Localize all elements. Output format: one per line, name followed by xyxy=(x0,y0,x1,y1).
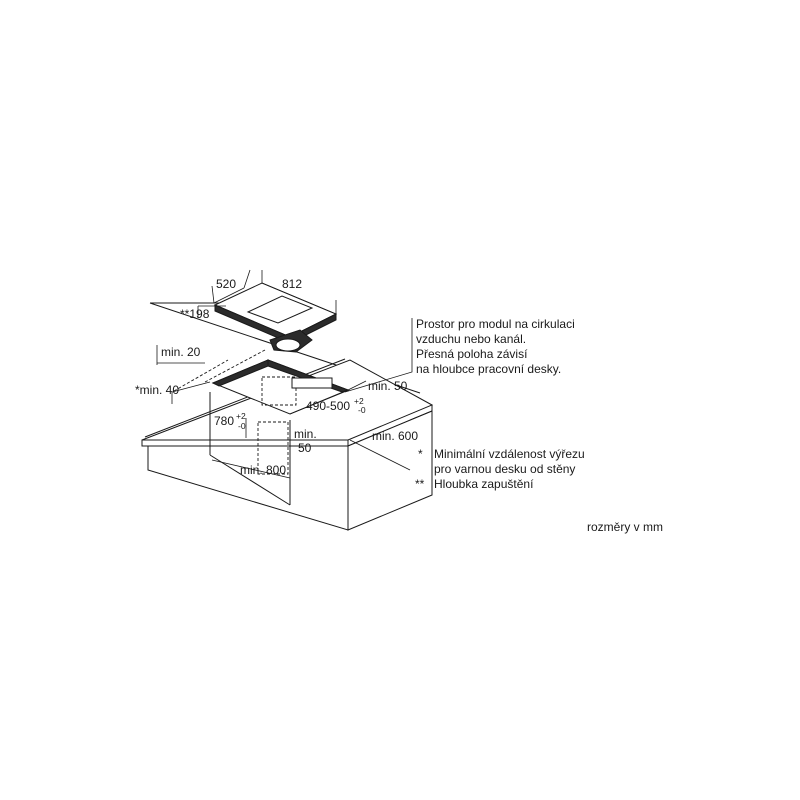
dim-label-min800: min. 800 xyxy=(240,463,287,477)
units-note: rozměry v mm xyxy=(587,520,663,534)
callout-line-4: na hloubce pracovní desky. xyxy=(416,362,562,376)
legend-mark-2: ** xyxy=(415,477,425,491)
dim-tol-lower-780: -0 xyxy=(238,421,246,431)
ext-line-520a xyxy=(212,286,214,303)
legend xyxy=(415,447,585,491)
legend-item-2-line-1: Hloubka zapuštění xyxy=(434,477,534,491)
dim-label-min20: min. 20 xyxy=(161,345,201,359)
projection-line-1 xyxy=(174,360,228,391)
dim-label-min50-front-line1: min. xyxy=(294,427,317,441)
dim-tol-upper-490: +2 xyxy=(354,396,364,406)
dim-label-520: 520 xyxy=(216,277,237,291)
dim-label-812: 812 xyxy=(282,277,303,291)
callout-line-1: Prostor pro modul na cirkulaci xyxy=(416,317,575,331)
cabinet-front xyxy=(148,446,348,530)
legend-item-1-line-2: pro varnou desku od stěny xyxy=(434,462,576,476)
dim-tol-lower-490: -0 xyxy=(358,405,366,415)
dim-tol-upper-780: +2 xyxy=(236,411,246,421)
dim-label-min40: *min. 40 xyxy=(135,383,180,397)
callout-text xyxy=(416,317,575,376)
legend-mark-1: * xyxy=(418,447,423,461)
callout-line-2: vzduchu nebo kanál. xyxy=(416,332,527,346)
dim-label-490-500: 490-500 xyxy=(306,399,351,413)
worktop-edge xyxy=(142,440,348,446)
fan-icon xyxy=(276,339,300,351)
dim-label-min50-right: min. 50 xyxy=(368,379,408,393)
fan-duct xyxy=(292,378,332,388)
legend-item-1-line-1: Minimální vzdálenost výřezu xyxy=(434,447,585,461)
dim-label-780: 780 xyxy=(214,414,235,428)
dim-label-min50-front-line2: 50 xyxy=(298,441,312,455)
dim-label-min600: min. 600 xyxy=(372,429,419,443)
ext-line-520b xyxy=(244,270,250,288)
dim-label-198: **198 xyxy=(180,307,210,321)
callout-line-3: Přesná poloha závisí xyxy=(416,347,528,361)
